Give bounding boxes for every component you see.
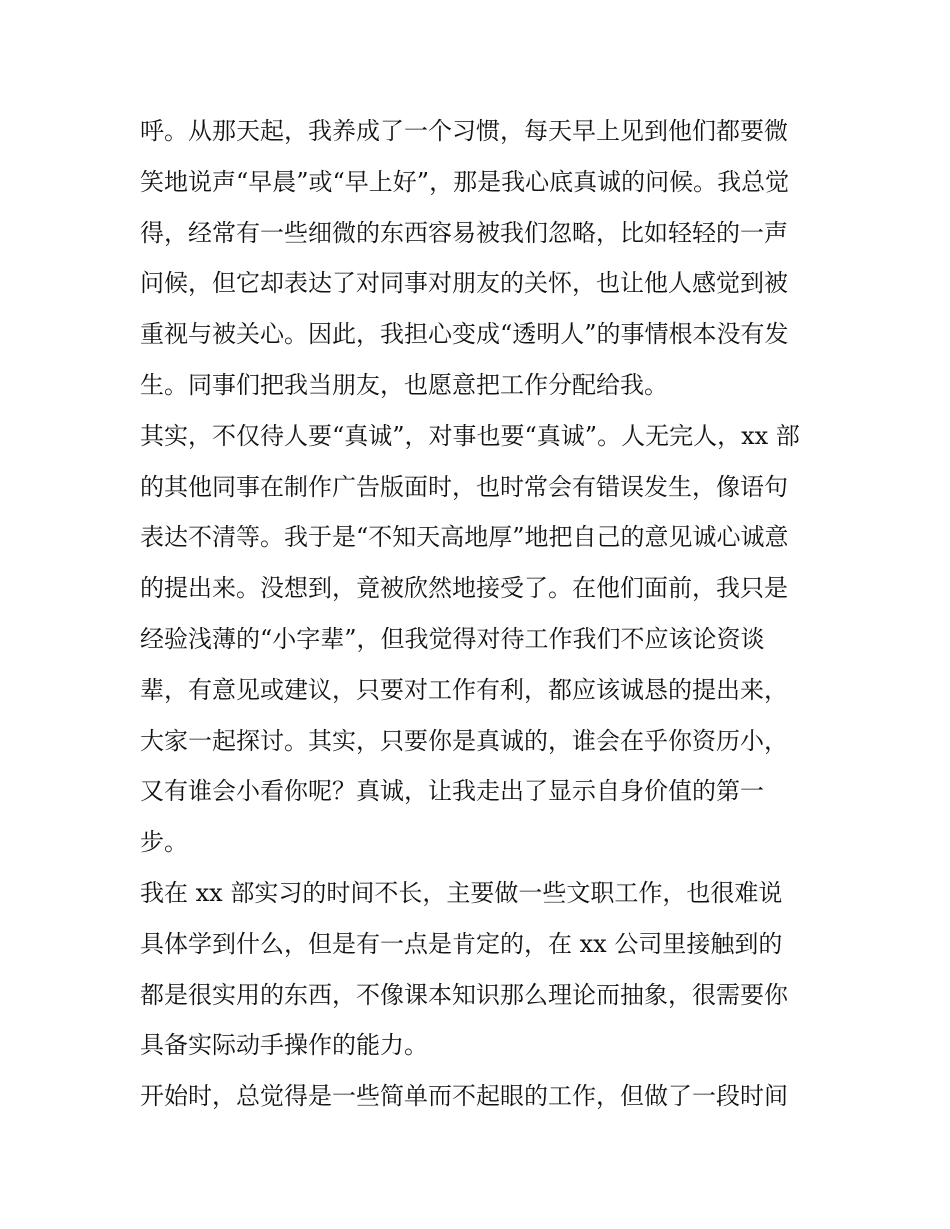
- text-line: 的其他同事在制作广告版面时，也时常会有错误发生，像语句: [140, 472, 788, 501]
- text-line: 的提出来。没想到，竟被欣然地接受了。在他们面前，我只是: [140, 574, 788, 603]
- text-line: 得，经常有一些细微的东西容易被我们忽略，比如轻轻的一声: [140, 218, 788, 247]
- text-line: 其实，不仅待人要“真诚”，对事也要“真诚”。人无完人，xx 部: [140, 421, 800, 450]
- text-line: 都是很实用的东西，不像课本知识那么理论而抽象，很需要你: [140, 980, 788, 1009]
- text-line: 我在 xx 部实习的时间不长，主要做一些文职工作，也很难说: [140, 878, 783, 907]
- text-line: 重视与被关心。因此，我担心变成“透明人”的事情根本没有发: [140, 320, 789, 349]
- text-line: 具备实际动手操作的能力。: [140, 1031, 428, 1060]
- text-line: 笑地说声“早晨”或“早上好”，那是我心底真诚的问候。我总觉: [140, 167, 790, 196]
- text-line: 问候，但它却表达了对同事对朋友的关怀，也让他人感觉到被: [140, 269, 788, 298]
- text-line: 呼。从那天起，我养成了一个习惯，每天早上见到他们都要微: [140, 117, 788, 145]
- text-line: 具体学到什么，但是有一点是肯定的，在 xx 公司里接触到的: [140, 929, 783, 958]
- text-line: 又有谁会小看你呢？真诚，让我走出了显示自身价值的第一: [140, 777, 764, 806]
- text-line: 大家一起探讨。其实，只要你是真诚的，谁会在乎你资历小，: [140, 726, 788, 755]
- text-line: 经验浅薄的“小字辈”，但我觉得对待工作我们不应该论资谈: [140, 624, 765, 653]
- text-line: 步。: [140, 828, 188, 857]
- text-line: 辈，有意见或建议，只要对工作有利，都应该诚恳的提出来，: [140, 675, 788, 704]
- paragraph-4: [140, 1071, 820, 1122]
- text-line: 表达不清等。我于是“不知天高地厚”地把自己的意见诚心诚意: [140, 523, 789, 552]
- text-line: 生。同事们把我当朋友，也愿意把工作分配给我。: [140, 370, 668, 399]
- body-text: [140, 106, 820, 1122]
- text-line: 开始时，总觉得是一些简单而不起眼的工作，但做了一段时间: [140, 1082, 788, 1111]
- paragraph-3: [140, 868, 820, 1071]
- paragraph-2: [140, 411, 820, 868]
- paragraph-1: [140, 106, 820, 411]
